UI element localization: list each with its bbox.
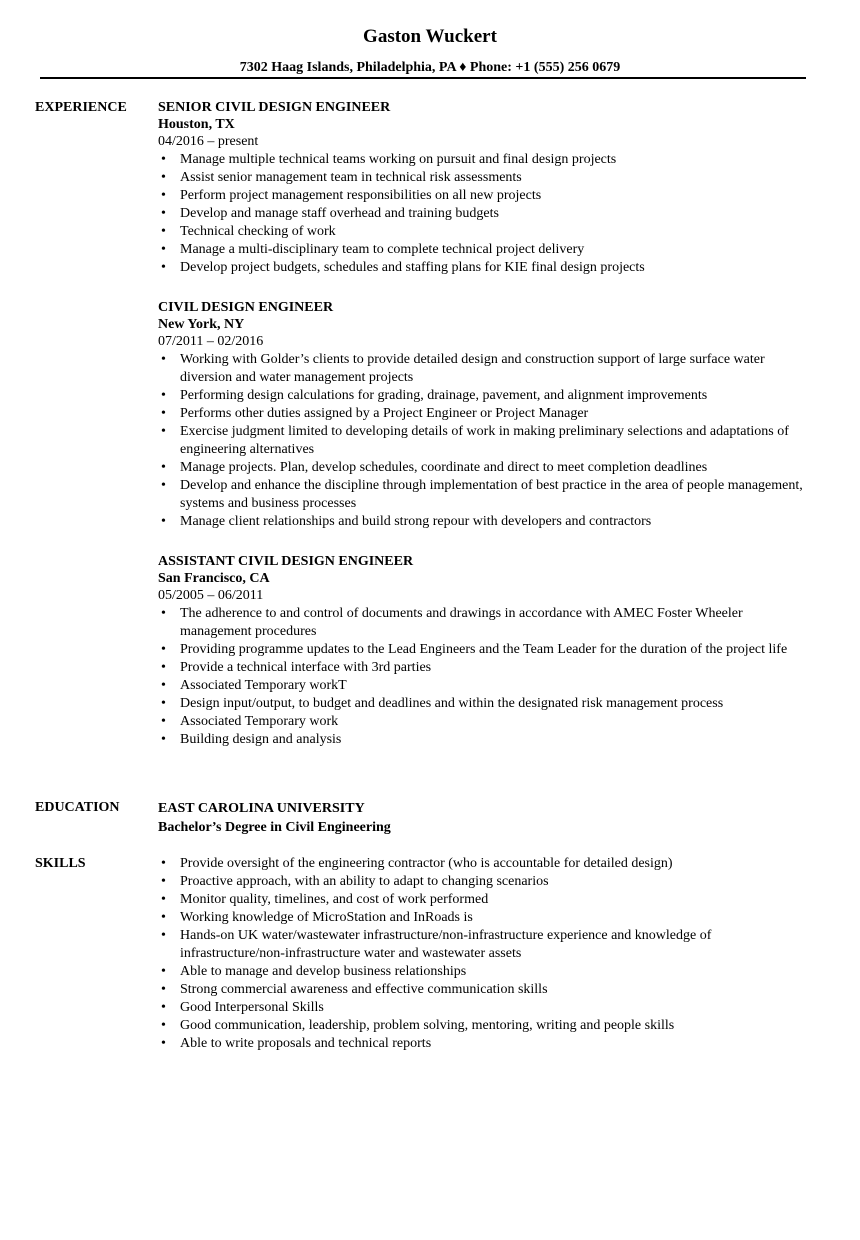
list-item: • The adherence to and control of documents and drawings in accordance with AMEC Foster Wheeler management procedures: [158, 605, 808, 641]
list-item: • Providing programme updates to the Lead Engineers and the Team Leader for the duration of the project life: [158, 641, 808, 659]
section-label-experience: EXPERIENCE: [35, 100, 127, 115]
header-divider: [40, 77, 806, 79]
list-item: • Develop and manage staff overhead and training budgets: [158, 205, 808, 223]
job-location: Houston, TX: [158, 117, 235, 132]
job-location: New York, NY: [158, 317, 245, 332]
job-entry: [158, 299, 808, 531]
job-bullets: [158, 351, 808, 531]
school-name: EAST CAROLINA UNIVERSITY: [158, 801, 365, 816]
job-dates: 05/2005 – 06/2011: [158, 588, 264, 603]
list-item: • Design input/output, to budget and deadlines and within the designated risk management process: [158, 695, 808, 713]
list-item: • Manage multiple technical teams working on pursuit and final design projects: [158, 151, 808, 169]
section-label-education: EDUCATION: [35, 800, 120, 815]
list-item: • Working with Golder’s clients to provide detailed design and construction support of large surface water diversion and water management projects: [158, 351, 808, 387]
list-item: • Associated Temporary workT: [158, 677, 808, 695]
list-item: • Associated Temporary work: [158, 713, 808, 731]
education-body: [158, 799, 808, 837]
candidate-name: Gaston Wuckert: [363, 26, 497, 47]
list-item: • Manage client relationships and build strong repour with developers and contractors: [158, 513, 808, 531]
list-item: • Hands-on UK water/wastewater infrastructure/non-infrastructure experience and knowledge of infrastructure/non-infrastructure water and wastewater assets: [158, 927, 808, 963]
list-item: • Able to write proposals and technical reports: [158, 1035, 808, 1053]
job-title: ASSISTANT CIVIL DESIGN ENGINEER: [158, 554, 414, 569]
list-item: • Strong commercial awareness and effective communication skills: [158, 981, 808, 999]
job-location: San Francisco, CA: [158, 571, 270, 586]
list-item: • Proactive approach, with an ability to adapt to changing scenarios: [158, 873, 808, 891]
list-item: • Provide oversight of the engineering contractor (who is accountable for detailed design): [158, 855, 808, 873]
list-item: • Manage projects. Plan, develop schedules, coordinate and direct to meet completion deadlines: [158, 459, 808, 477]
job-entry: [158, 99, 808, 277]
list-item: • Able to manage and develop business relationships: [158, 963, 808, 981]
list-item: • Develop project budgets, schedules and staffing plans for KIE final design projects: [158, 259, 808, 277]
section-label-skills: SKILLS: [35, 856, 86, 871]
list-item: • Building design and analysis: [158, 731, 808, 749]
experience-body: [158, 99, 808, 749]
list-item: • Good Interpersonal Skills: [158, 999, 808, 1017]
list-item: • Technical checking of work: [158, 223, 808, 241]
contact-line: 7302 Haag Islands, Philadelphia, PA ♦ Phone: +1 (555) 256 0679: [239, 60, 621, 75]
job-bullets: [158, 151, 808, 277]
list-item: • Monitor quality, timelines, and cost of work performed: [158, 891, 808, 909]
job-dates: 04/2016 – present: [158, 134, 259, 149]
job-title: SENIOR CIVIL DESIGN ENGINEER: [158, 100, 391, 115]
degree-name: Bachelor’s Degree in Civil Engineering: [158, 820, 391, 835]
list-item: • Provide a technical interface with 3rd parties: [158, 659, 808, 677]
list-item: • Performing design calculations for grading, drainage, pavement, and alignment improvements: [158, 387, 808, 405]
list-item: • Perform project management responsibilities on all new projects: [158, 187, 808, 205]
list-item: • Working knowledge of MicroStation and InRoads is: [158, 909, 808, 927]
list-item: • Performs other duties assigned by a Project Engineer or Project Manager: [158, 405, 808, 423]
job-title: CIVIL DESIGN ENGINEER: [158, 300, 334, 315]
list-item: • Develop and enhance the discipline through implementation of best practice in the area of people management, systems and business processes: [158, 477, 808, 513]
job-entry: [158, 553, 808, 749]
job-bullets: [158, 605, 808, 749]
skills-list: [158, 855, 808, 1053]
list-item: • Exercise judgment limited to developing details of work in making preliminary selections and adaptations of engineering alternatives: [158, 423, 808, 459]
list-item: • Good communication, leadership, problem solving, mentoring, writing and people skills: [158, 1017, 808, 1035]
list-item: • Assist senior management team in technical risk assessments: [158, 169, 808, 187]
job-dates: 07/2011 – 02/2016: [158, 334, 264, 349]
list-item: • Manage a multi-disciplinary team to complete technical project delivery: [158, 241, 808, 259]
skills-body: [158, 855, 808, 1053]
